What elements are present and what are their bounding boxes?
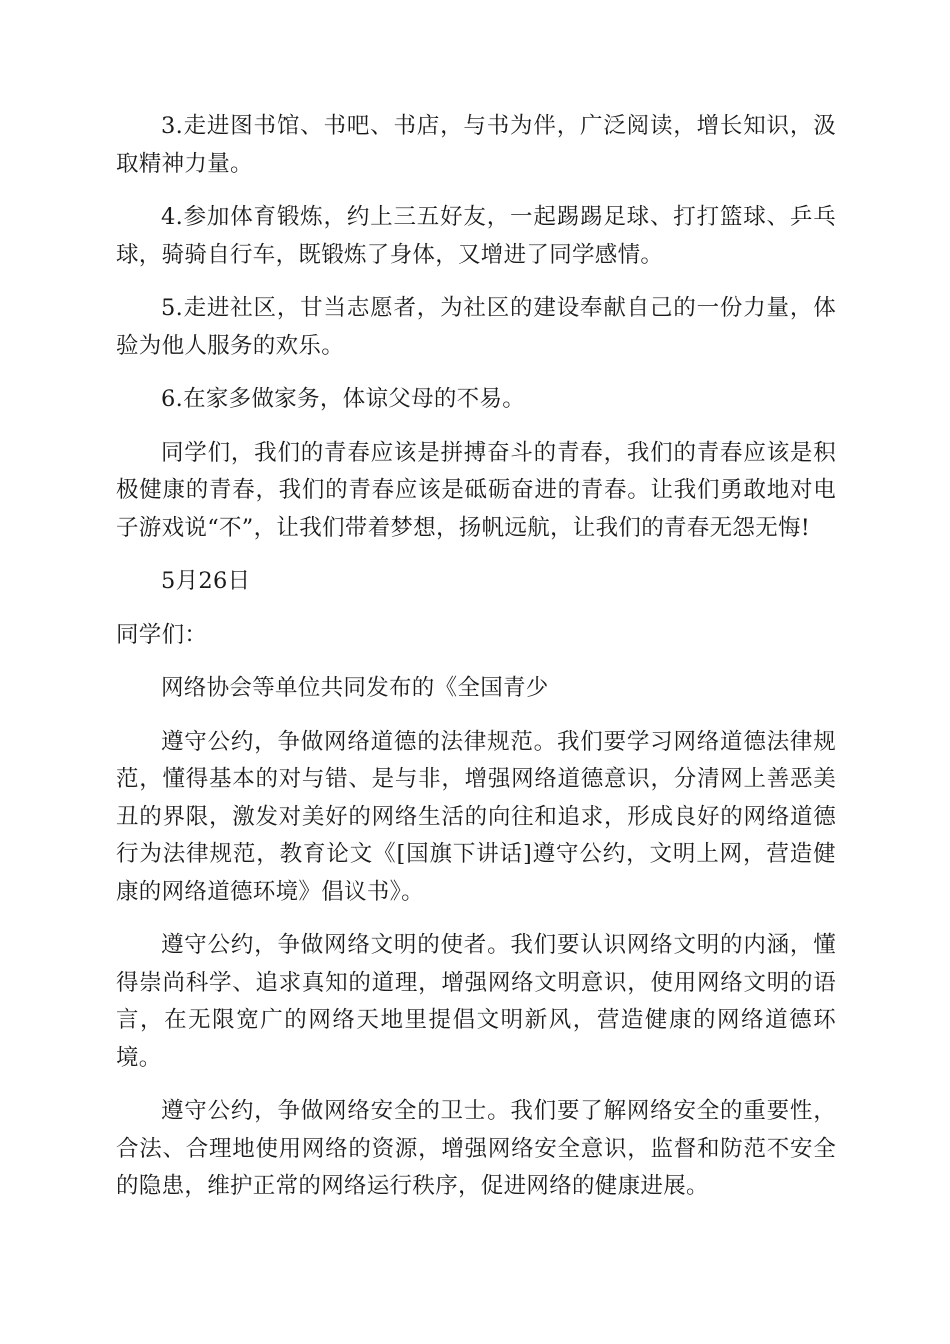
document-body <box>116 108 836 1222</box>
paragraph-item-6: 6.在家多做家务，体谅父母的不易。 <box>161 386 526 412</box>
paragraph-civility: 遵守公约，争做网络文明的使者。我们要认识网络文明的内涵，懂得崇尚科学、追求真知的道理，增强网络文明意识，使用网络文明的语言，在无限宽广的网络天地里提倡文明新风，营造健康的网络道德环境。 <box>116 932 836 1071</box>
paragraph-security: 遵守公约，争做网络安全的卫士。我们要了解网络安全的重要性，合法、合理地使用网络的资源，增强网络安全意识，监督和防范不安全的隐患，维护正常的网络运行秩序，促进网络的健康进展。 <box>116 1098 836 1199</box>
paragraph-date: 5月26日 <box>161 568 251 594</box>
paragraph-closing: 同学们，我们的青春应该是拼搏奋斗的青春，我们的青春应该是积极健康的青春，我们的青春应该是砥砺奋进的青春。让我们勇敢地对电子游戏说“不”，让我们带着梦想，扬帆远航，让我们的青春无怨无悔! <box>116 439 836 541</box>
paragraph-item-5: 5.走进社区，甘当志愿者，为社区的建设奉献自己的一份力量，体验为他人服务的欢乐。 <box>116 295 836 359</box>
paragraph-item-4: 4.参加体育锻炼，约上三五好友，一起踢踢足球、打打篮球、乒乓球，骑骑自行车，既锻炼了身体，又增进了同学感情。 <box>116 204 836 268</box>
paragraph-intro: 网络协会等单位共同发布的《全国青少 <box>161 675 549 701</box>
paragraph-ethics: 遵守公约，争做网络道德的法律规范。我们要学习网络道德法律规范，懂得基本的对与错、是与非，增强网络道德意识，分清网上善恶美丑的界限，激发对美好的网络生活的向往和追求，形成良好的网络道德行为法律规范，教育论文《[国旗下讲话]遵守公约，文明上网，营造健康的网络道德环境》倡议书》。 <box>116 728 836 905</box>
paragraph-salutation: 同学们： <box>116 621 208 648</box>
paragraph-item-3: 3.走进图书馆、书吧、书店，与书为伴，广泛阅读，增长知识，汲取精神力量。 <box>116 113 836 177</box>
